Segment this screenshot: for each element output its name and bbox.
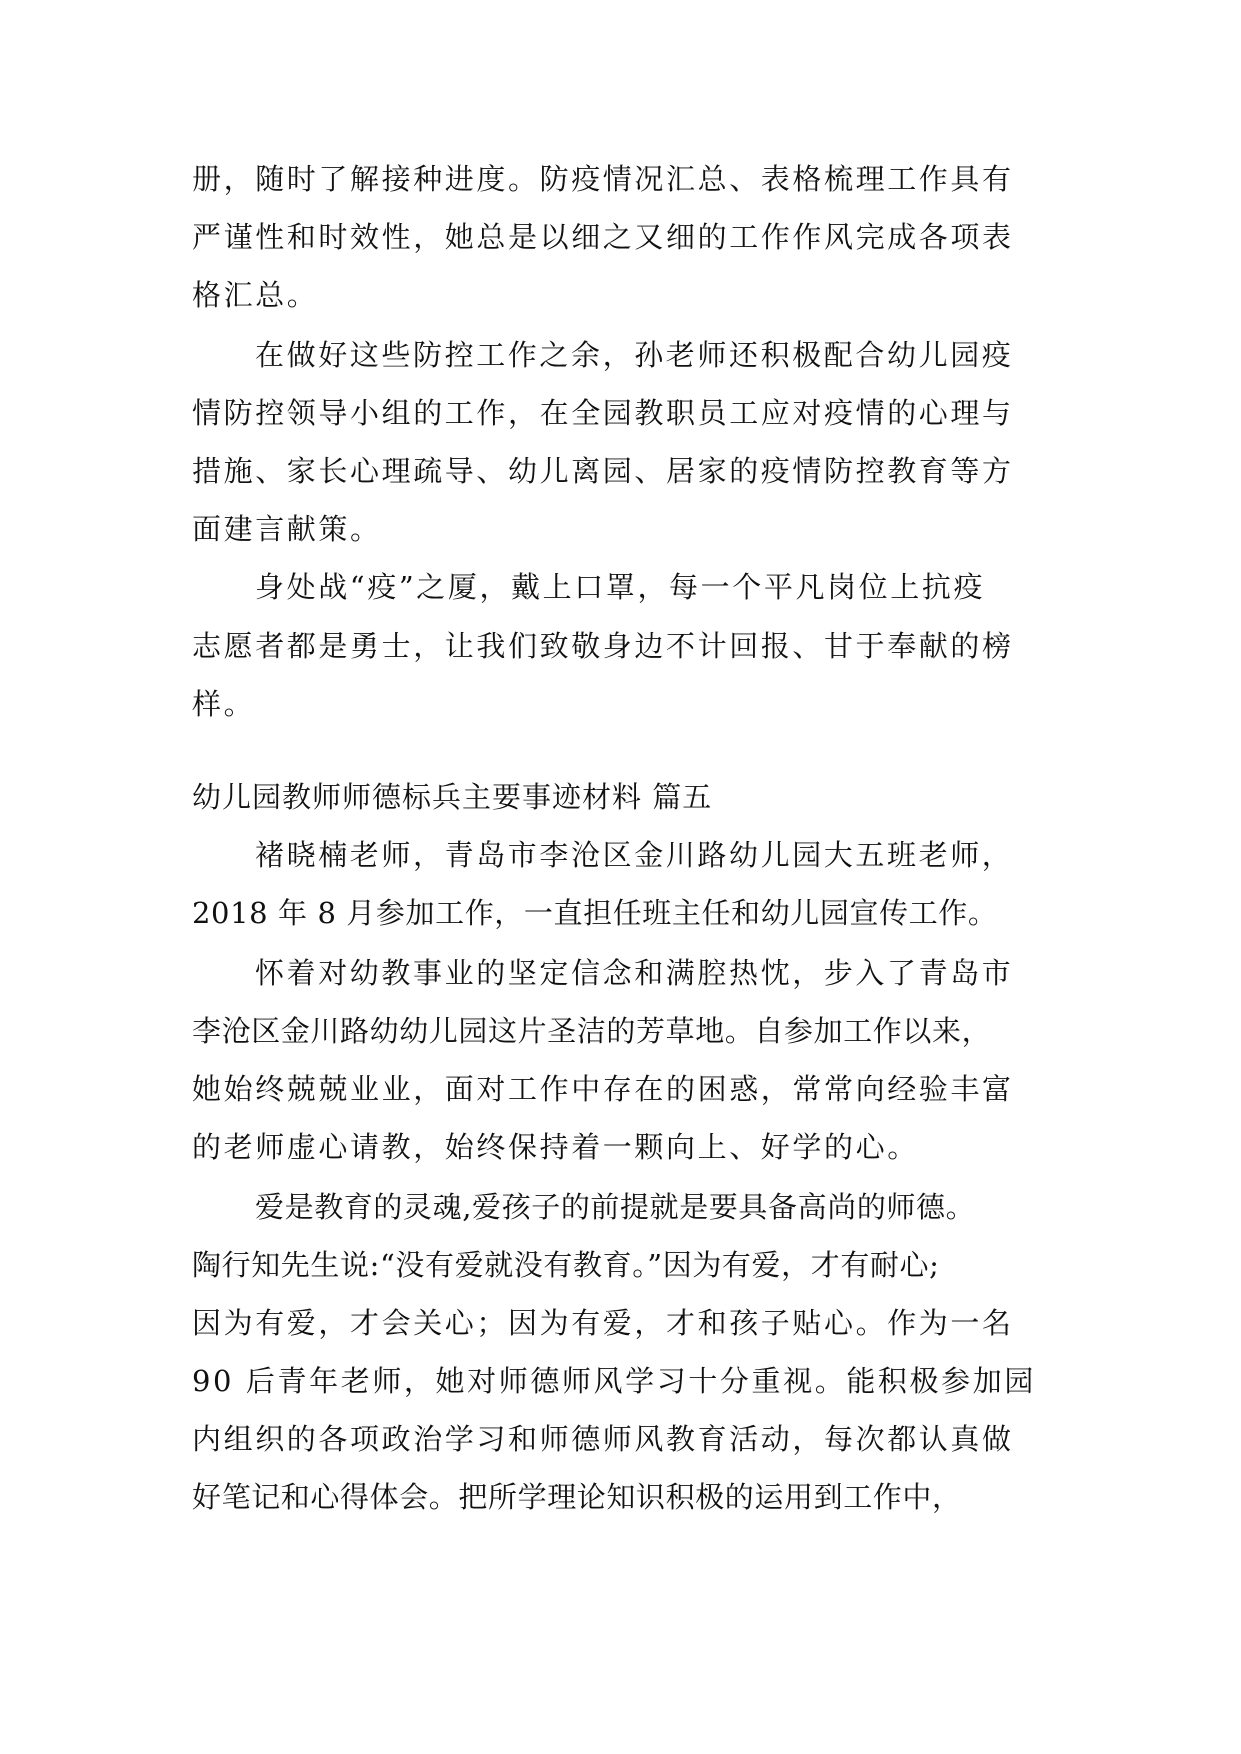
text-line: 好笔记和心得体会。把所学理论知识积极的运用到工作中，: [192, 1480, 962, 1514]
text-line: 措施、家长心理疏导、幼儿离园、居家的疫情防控教育等方: [192, 454, 1014, 488]
text-line: 在做好这些防控工作之余，孙老师还积极配合幼儿园疫: [255, 338, 1014, 372]
text-line: 90 后青年老师，她对师德师风学习十分重视。能积极参加园: [192, 1364, 1036, 1398]
text-line: 她始终兢兢业业，面对工作中存在的困惑，常常向经验丰富: [192, 1072, 1014, 1106]
text-line: 褚晓楠老师，青岛市李沧区金川路幼儿园大五班老师，: [255, 838, 1014, 872]
text-line: 因为有爱，才会关心；因为有爱，才和孩子贴心。作为一名: [192, 1306, 1014, 1340]
text-line: 志愿者都是勇士，让我们致敬身边不计回报、甘于奉献的榜: [192, 629, 1014, 663]
text-line: 面建言献策。: [192, 512, 382, 546]
text-line: 内组织的各项政治学习和师德师风教育活动，每次都认真做: [192, 1422, 1014, 1456]
text-line: 爱是教育的灵魂,爱孩子的前提就是要具备高尚的师德。: [255, 1190, 976, 1224]
text-line: 李沧区金川路幼幼儿园这片圣洁的芳草地。自参加工作以来，: [192, 1014, 992, 1048]
text-line: 样。: [192, 687, 256, 721]
section-heading: 幼儿园教师师德标兵主要事迹材料 篇五: [192, 780, 713, 814]
text-line: 2018 年 8 月参加工作，一直担任班主任和幼儿园宣传工作。: [192, 896, 998, 930]
text-line: 怀着对幼教事业的坚定信念和满腔热忱，步入了青岛市: [255, 956, 1014, 990]
text-line: 陶行知先生说:“没有爱就没有教育。”因为有爱，才有耐心;: [192, 1248, 940, 1282]
text-line: 情防控领导小组的工作，在全园教职员工应对疫情的心理与: [192, 396, 1014, 430]
text-line: 格汇总。: [192, 278, 319, 312]
text-line: 严谨性和时效性，她总是以细之又细的工作作风完成各项表: [192, 220, 1014, 254]
text-line: 册，随时了解接种进度。防疫情况汇总、表格梳理工作具有: [192, 162, 1014, 196]
text-line: 的老师虚心请教，始终保持着一颗向上、好学的心。: [192, 1130, 919, 1164]
text-line: 身处战“疫”之厦，戴上口罩，每一个平凡岗位上抗疫: [255, 570, 986, 604]
